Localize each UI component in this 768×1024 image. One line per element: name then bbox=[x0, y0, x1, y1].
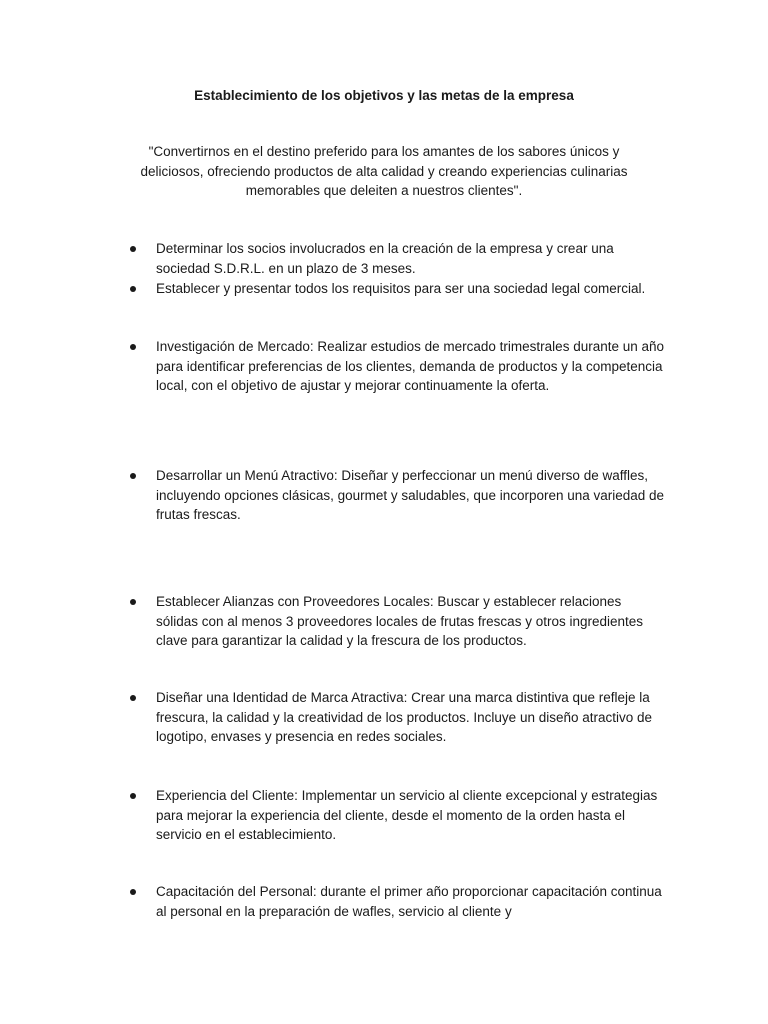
list-item bbox=[130, 239, 670, 278]
bullet-icon bbox=[130, 793, 136, 799]
list-item bbox=[130, 786, 670, 845]
bullet-icon bbox=[130, 599, 136, 605]
list-item bbox=[130, 279, 670, 299]
list-item bbox=[130, 882, 670, 921]
list-item-text: Establecer Alianzas con Proveedores Locales: Buscar y establecer relaciones sólidas con al menos 3 proveedores locales de frutas frescas y otros ingredientes clave para garantizar la calidad y la frescura de los productos. bbox=[156, 594, 644, 648]
bullet-icon bbox=[130, 246, 136, 252]
list-item bbox=[130, 466, 670, 525]
bullet-icon bbox=[130, 889, 136, 895]
list-item-text: Investigación de Mercado: Realizar estudios de mercado trimestrales durante un año para identificar preferencias de los clientes, demanda de productos y la competencia local, con el objetivo de ajustar y mejorar continuamente la oferta. bbox=[156, 339, 665, 393]
document-title: Establecimiento de los objetivos y las metas de la empresa bbox=[194, 88, 574, 103]
bullet-icon bbox=[130, 344, 136, 350]
list-item-text: Experiencia del Cliente: Implementar un servicio al cliente excepcional y estrategias para mejorar la experiencia del cliente, desde el momento de la orden hasta el servicio en el establecimiento. bbox=[156, 788, 658, 842]
bullet-icon bbox=[130, 286, 136, 292]
list-item bbox=[130, 688, 670, 747]
bullet-icon bbox=[130, 473, 136, 479]
list-item bbox=[130, 337, 670, 396]
mission-statement: "Convertirnos en el destino preferido para los amantes de los sabores únicos y deliciosos, ofreciendo productos de alta calidad y creando experiencias culinarias memorables que deleiten a nuestros clientes". bbox=[140, 144, 628, 198]
list-item bbox=[130, 592, 670, 651]
list-item-text: Desarrollar un Menú Atractivo: Diseñar y perfeccionar un menú diverso de waffles, incluyendo opciones clásicas, gourmet y saludables, que incorporen una variedad de frutas frescas. bbox=[156, 468, 665, 522]
list-item-text: Establecer y presentar todos los requisitos para ser una sociedad legal comercial. bbox=[156, 281, 646, 296]
list-item-text: Capacitación del Personal: durante el primer año proporcionar capacitación continua al personal en la preparación de wafles, servicio al cliente y bbox=[156, 884, 662, 919]
list-item-text: Determinar los socios involucrados en la creación de la empresa y crear una sociedad S.D.R.L. en un plazo de 3 meses. bbox=[156, 241, 614, 276]
list-item-text: Diseñar una Identidad de Marca Atractiva: Crear una marca distintiva que refleje la frescura, la calidad y la creatividad de los productos. Incluye un diseño atractivo de logotipo, envases y presencia en redes sociales. bbox=[156, 690, 653, 744]
bullet-icon bbox=[130, 695, 136, 701]
